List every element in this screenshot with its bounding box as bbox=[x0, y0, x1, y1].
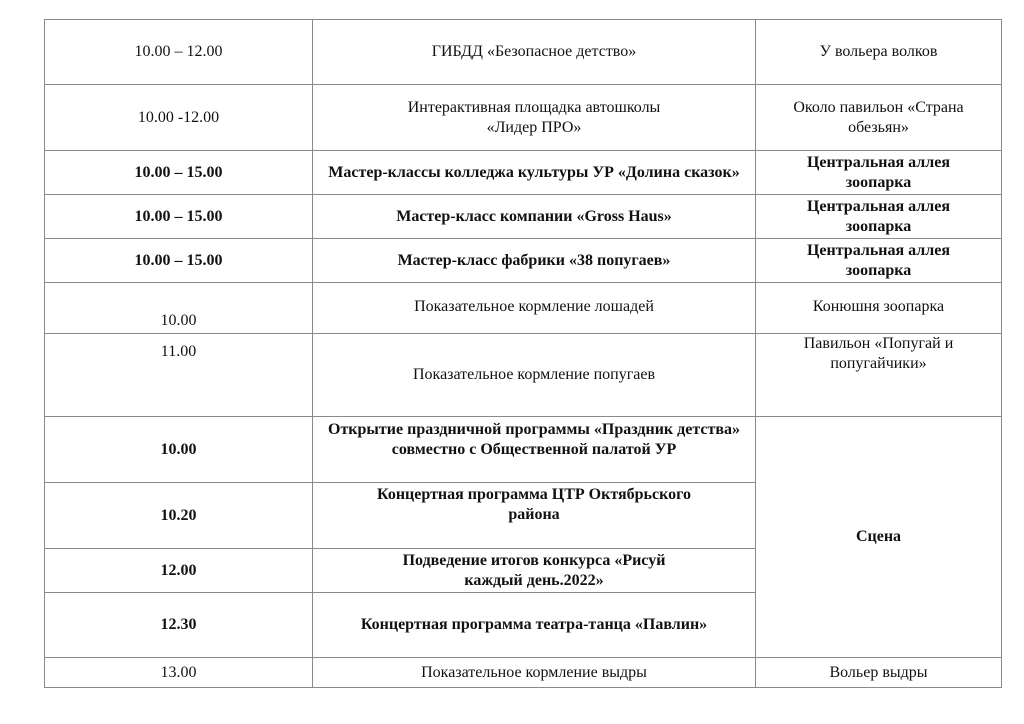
time-cell: 10.00 bbox=[45, 283, 313, 334]
place-cell: Вольер выдры bbox=[756, 658, 1002, 688]
time-cell: 10.00 bbox=[45, 417, 313, 483]
table-row bbox=[45, 283, 1002, 334]
event-cell: Показательное кормление лошадей bbox=[313, 283, 756, 334]
table-row bbox=[45, 85, 1002, 151]
place-cell: Около павильон «Страна обезьян» bbox=[756, 85, 1002, 151]
time-cell: 10.00 – 12.00 bbox=[45, 20, 313, 85]
table-row bbox=[45, 151, 1002, 195]
time-cell: 12.30 bbox=[45, 593, 313, 658]
time-cell: 10.20 bbox=[45, 483, 313, 549]
table-row bbox=[45, 239, 1002, 283]
time-cell: 11.00 bbox=[45, 334, 313, 417]
place-cell: Центральная аллея зоопарка bbox=[756, 151, 1002, 195]
time-cell: 10.00 – 15.00 bbox=[45, 239, 313, 283]
table-row bbox=[45, 20, 1002, 85]
time-cell: 10.00 – 15.00 bbox=[45, 195, 313, 239]
table-row bbox=[45, 658, 1002, 688]
time-cell: 10.00 – 15.00 bbox=[45, 151, 313, 195]
table-row bbox=[45, 195, 1002, 239]
event-cell: Показательное кормление попугаев bbox=[313, 334, 756, 417]
table-row bbox=[45, 334, 1002, 417]
event-cell: Показательное кормление выдры bbox=[313, 658, 756, 688]
event-cell: Концертная программа ЦТР Октябрьского района bbox=[313, 483, 756, 549]
event-cell: Открытие праздничной программы «Праздник детства» совместно с Общественной палатой УР bbox=[313, 417, 756, 483]
time-cell: 12.00 bbox=[45, 549, 313, 593]
schedule-table bbox=[44, 19, 1002, 688]
place-cell: Сцена bbox=[756, 417, 1002, 658]
event-cell: Подведение итогов конкурса «Рисуй каждый день.2022» bbox=[313, 549, 756, 593]
place-cell: Конюшня зоопарка bbox=[756, 283, 1002, 334]
place-cell: Павильон «Попугай и попугайчики» bbox=[756, 334, 1002, 417]
event-cell: Мастер-класс фабрики «38 попугаев» bbox=[313, 239, 756, 283]
place-cell: Центральная аллея зоопарка bbox=[756, 195, 1002, 239]
place-cell: У вольера волков bbox=[756, 20, 1002, 85]
event-cell: ГИБДД «Безопасное детство» bbox=[313, 20, 756, 85]
table-row bbox=[45, 417, 1002, 483]
time-cell: 10.00 -12.00 bbox=[45, 85, 313, 151]
event-cell: Интерактивная площадка автошколы «Лидер ПРО» bbox=[313, 85, 756, 151]
place-cell: Центральная аллея зоопарка bbox=[756, 239, 1002, 283]
event-cell: Мастер-класс компании «Gross Haus» bbox=[313, 195, 756, 239]
event-cell: Мастер-классы колледжа культуры УР «Долина сказок» bbox=[313, 151, 756, 195]
event-cell: Концертная программа театра-танца «Павлин» bbox=[313, 593, 756, 658]
time-cell: 13.00 bbox=[45, 658, 313, 688]
